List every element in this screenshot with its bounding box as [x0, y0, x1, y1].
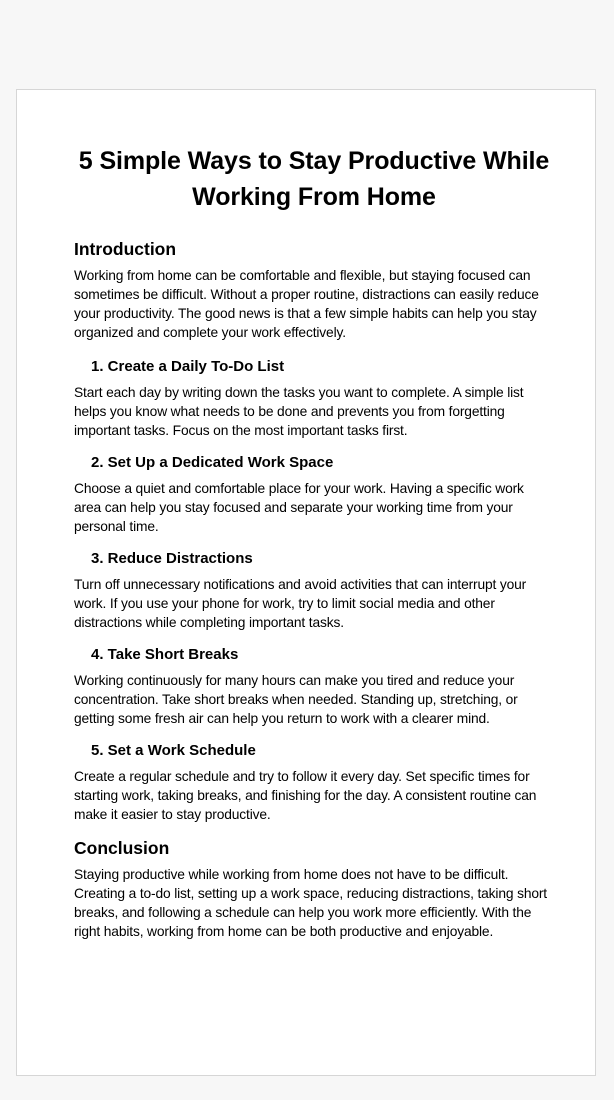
intro-paragraph: Working from home can be comfortable and flexible, but staying focused can sometimes be difficult. Without a proper routine, distractions can easily reduce your productivity. The good news is that a few simple habits can help you stay organized and complete your work effectively.	[74, 268, 539, 340]
section-heading-4: 4. Take Short Breaks	[91, 646, 239, 663]
document-content	[74, 143, 554, 951]
intro-heading: Introduction	[74, 239, 177, 259]
section-paragraph-1: Start each day by writing down the tasks you want to complete. A simple list helps you know what needs to be done and prevents you from forgetting important tasks. Focus on the most important tasks first.	[74, 385, 524, 438]
conclusion-heading: Conclusion	[74, 838, 170, 858]
section-heading-3: 3. Reduce Distractions	[91, 550, 253, 567]
section-paragraph-3: Turn off unnecessary notifications and avoid activities that can interrupt your work. If you use your phone for work, try to limit social media and other distractions while completing important tasks.	[74, 577, 527, 630]
section-heading-2: 2. Set Up a Dedicated Work Space	[91, 454, 334, 471]
document-title: 5 Simple Ways to Stay Productive While Working From Home	[78, 147, 550, 211]
section-paragraph-2: Choose a quiet and comfortable place for your work. Having a specific work area can help you stay focused and separate your working time from your personal time.	[74, 481, 524, 534]
section-heading-5: 5. Set a Work Schedule	[91, 742, 256, 759]
document-page	[16, 89, 596, 1076]
section-heading-1: 1. Create a Daily To-Do List	[91, 358, 285, 375]
section-paragraph-5: Create a regular schedule and try to follow it every day. Set specific times for starting work, taking breaks, and finishing for the day. A consistent routine can make it easier to stay productive.	[74, 769, 537, 822]
conclusion-paragraph: Staying productive while working from home does not have to be difficult. Creating a to-do list, setting up a work space, reducing distractions, taking short breaks, and following a schedule can help you work more efficiently. With the right habits, working from home can be both productive and enjoyable.	[74, 867, 547, 939]
section-paragraph-4: Working continuously for many hours can make you tired and reduce your concentration. Take short breaks when needed. Standing up, stretching, or getting some fresh air can help you return to work with a clearer mind.	[74, 673, 518, 726]
